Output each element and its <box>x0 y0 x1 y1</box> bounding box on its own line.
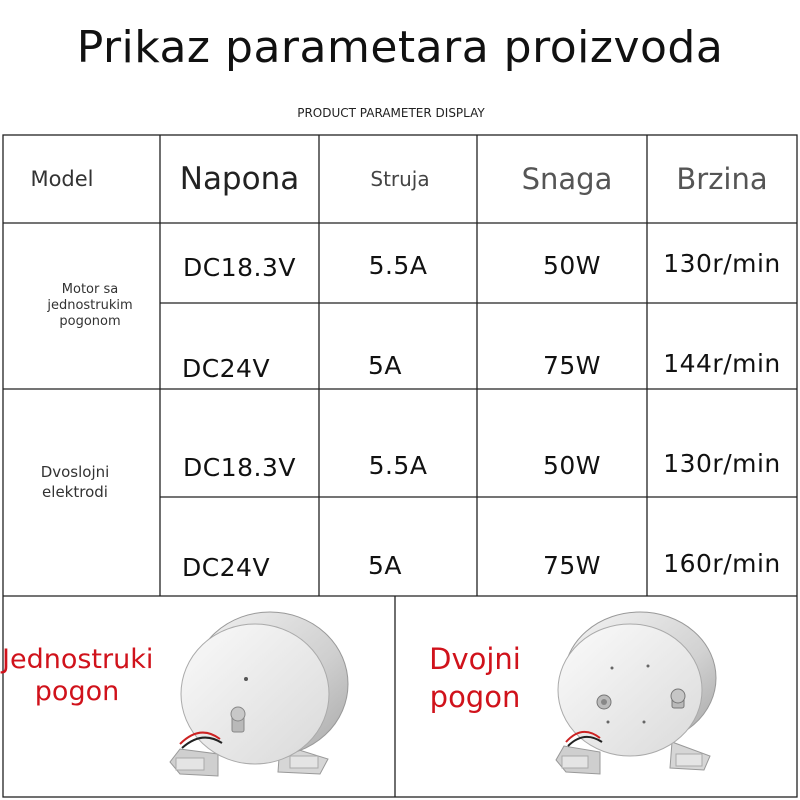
column-header-power: Snaga <box>521 162 613 196</box>
table-cell-power: 75W <box>542 350 602 380</box>
table-cell-current: 5.5A <box>368 450 428 480</box>
single-drive-label-line2: pogon <box>34 676 120 707</box>
dual-drive-label-line1: Dvojni <box>429 642 521 676</box>
table-cell-speed: 160r/min <box>663 548 781 578</box>
table-cell-voltage: DC24V <box>181 353 271 383</box>
model-cell-single: Motor sa jednostrukim pogonom <box>47 282 133 329</box>
table-cell-power: 75W <box>542 550 602 580</box>
dual-shaft-motor-icon <box>552 606 722 792</box>
column-header-model: Model <box>30 167 94 191</box>
single-drive-label <box>2 644 152 708</box>
column-header-speed: Brzina <box>676 162 768 196</box>
table-cell-current: 5A <box>367 550 402 580</box>
page-subtitle: PRODUCT PARAMETER DISPLAY <box>297 106 485 120</box>
table-cell-voltage: DC18.3V <box>183 252 296 282</box>
table-cell-current: 5.5A <box>368 250 428 280</box>
single-drive-label-line1: Jednostruki <box>2 644 154 675</box>
dual-drive-label <box>405 640 545 716</box>
column-header-voltage: Napona <box>179 161 300 197</box>
dual-drive-label-line2: pogon <box>429 680 521 714</box>
table-cell-speed: 130r/min <box>663 248 781 278</box>
page-title: Prikaz parametara proizvoda <box>76 22 724 73</box>
model-cell-dual: Dvoslojni elektrodi <box>40 463 110 501</box>
column-header-current: Struja <box>370 167 430 191</box>
table-cell-speed: 130r/min <box>663 448 781 478</box>
table-cell-speed: 144r/min <box>663 348 781 378</box>
table-cell-power: 50W <box>542 450 602 480</box>
table-cell-power: 50W <box>542 250 602 280</box>
table-cell-voltage: DC18.3V <box>183 452 296 482</box>
single-shaft-motor-icon <box>160 604 380 794</box>
table-cell-current: 5A <box>367 350 402 380</box>
table-cell-voltage: DC24V <box>181 552 271 582</box>
